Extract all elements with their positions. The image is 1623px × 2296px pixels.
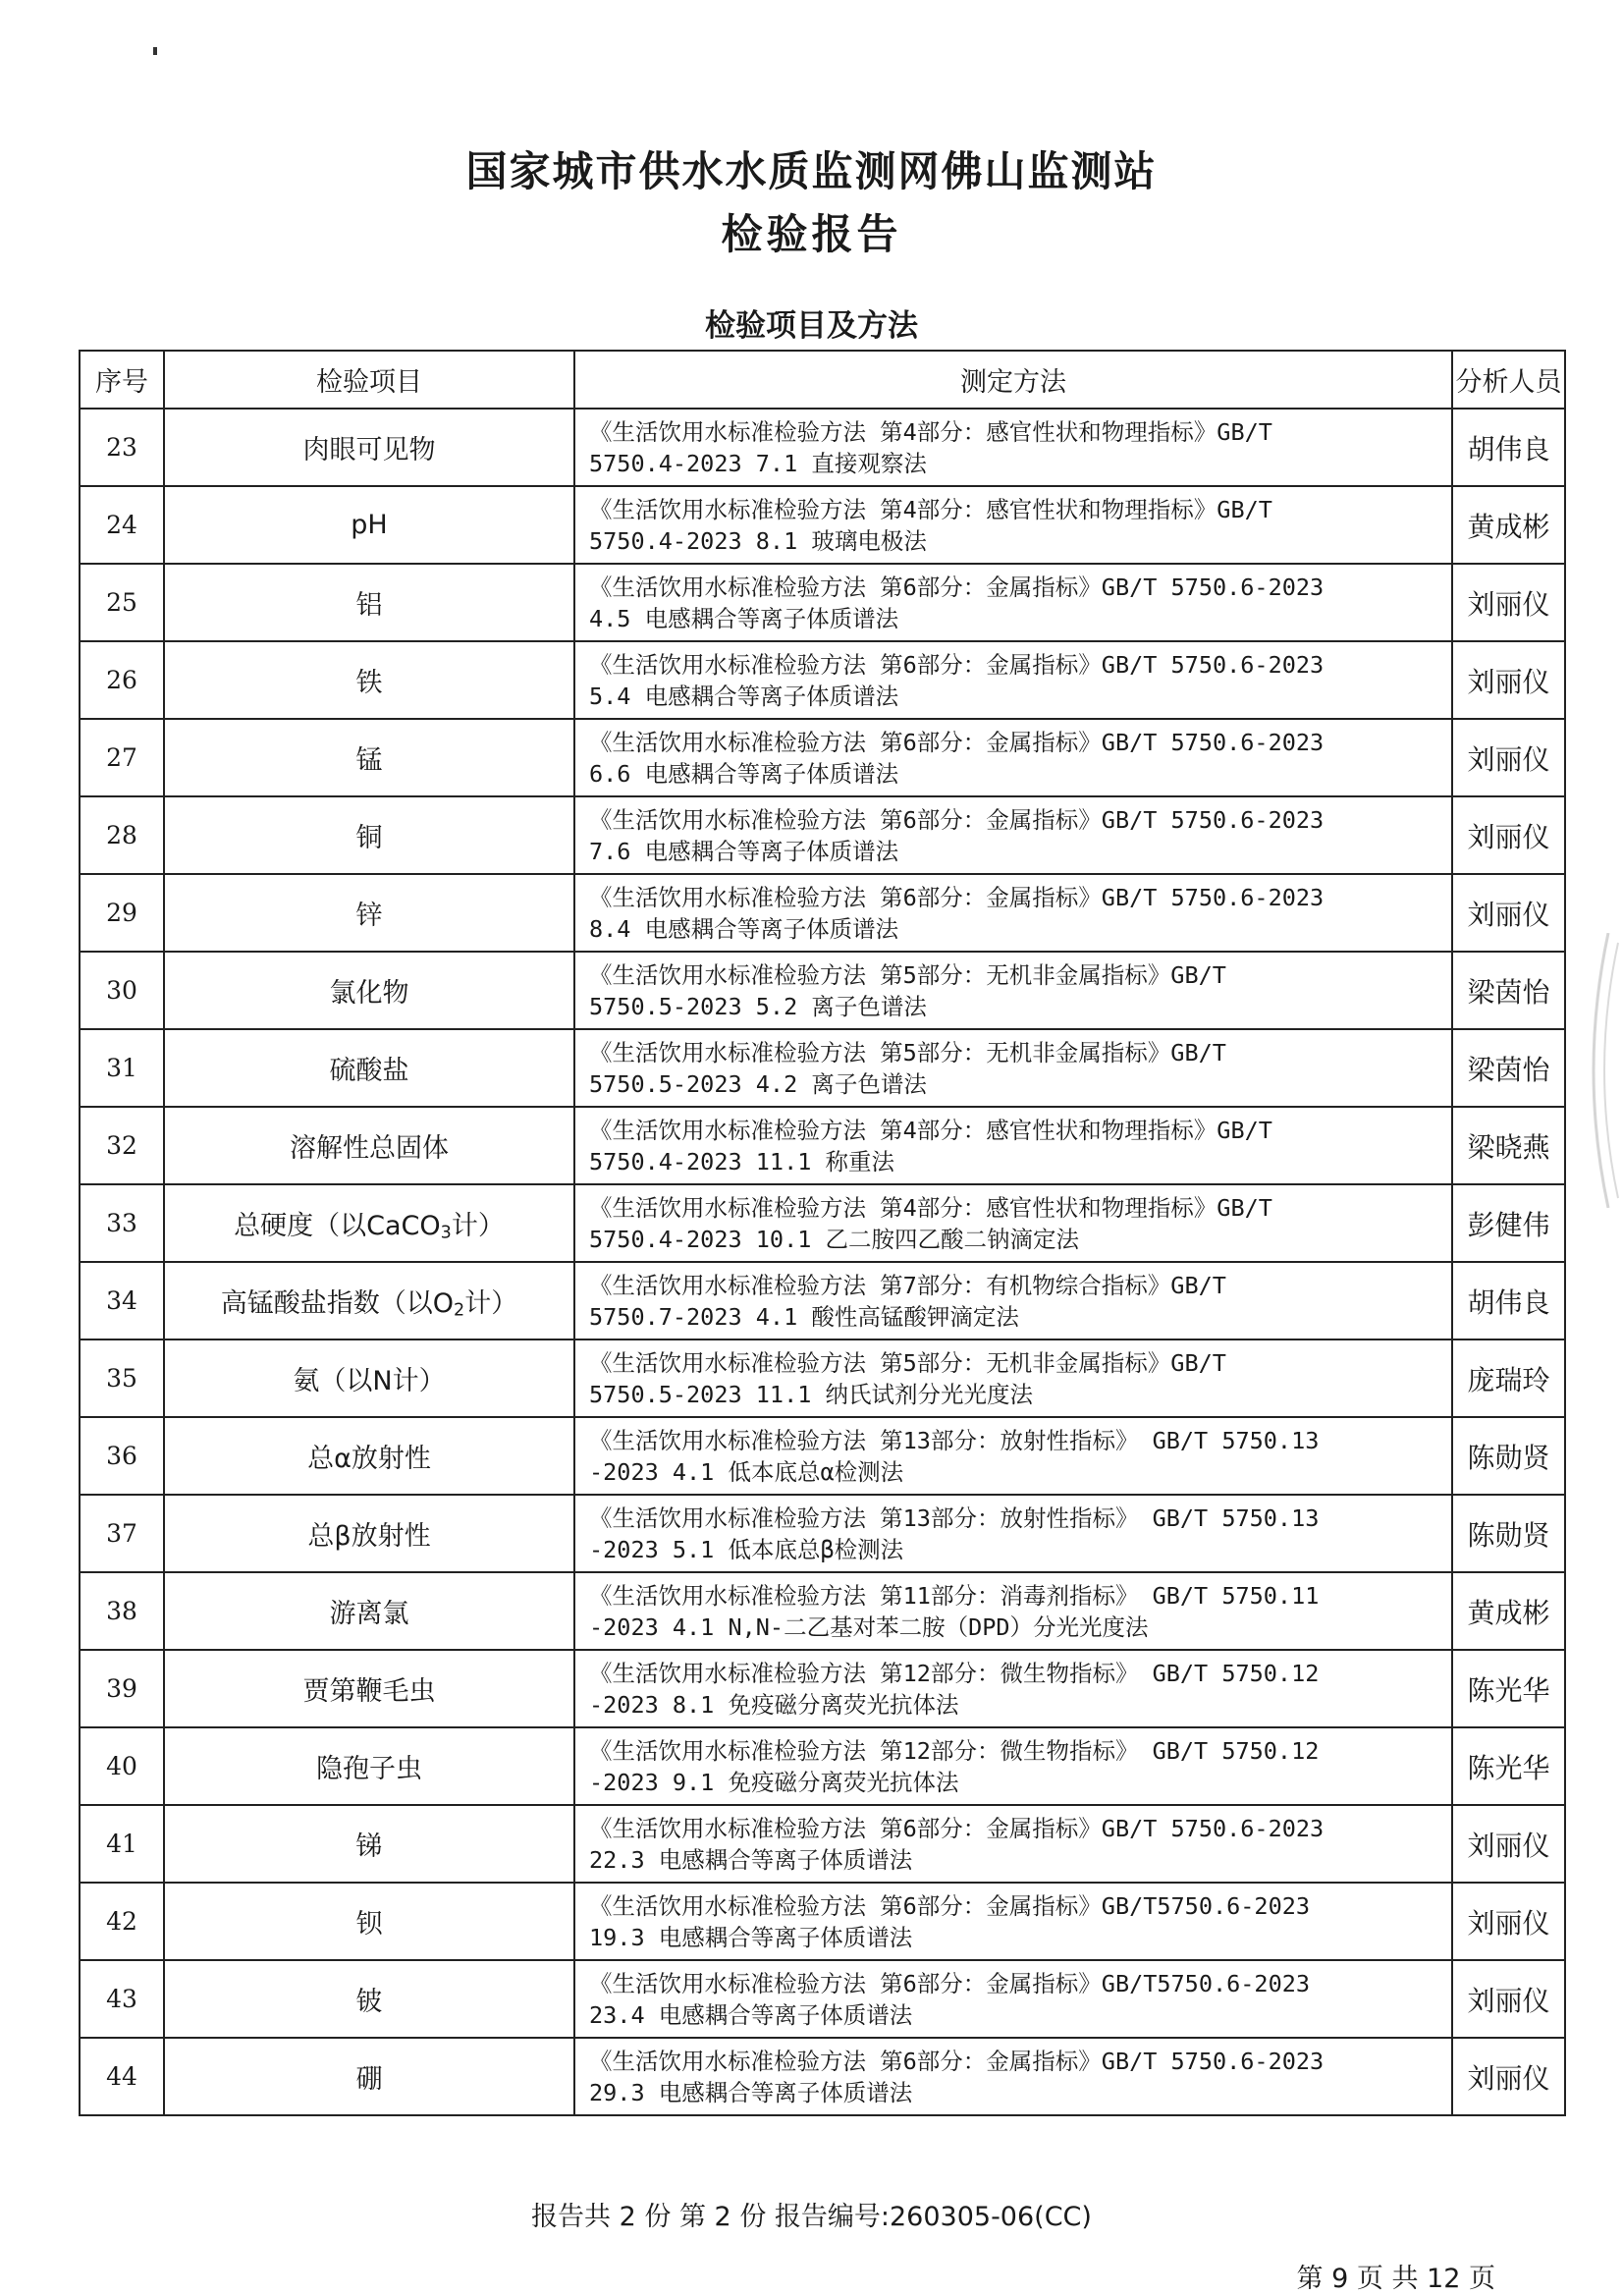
- test-item: 氯化物: [164, 952, 574, 1029]
- test-method: [574, 1184, 1452, 1262]
- method-line: 《生活饮用水标准检验方法 第5部分：无机非金属指标》GB/T: [589, 1038, 1226, 1066]
- test-method: [574, 1495, 1452, 1572]
- method-line: 《生活饮用水标准检验方法 第6部分：金属指标》GB/T 5750.6-2023: [589, 573, 1325, 601]
- method-line: 5750.5-2023 5.2 离子色谱法: [589, 992, 927, 1020]
- test-item: pH: [164, 486, 574, 564]
- test-method: [574, 874, 1452, 952]
- analyst: 梁晓燕: [1452, 1107, 1565, 1184]
- method-line: 《生活饮用水标准检验方法 第6部分：金属指标》GB/T5750.6-2023: [589, 1891, 1311, 1920]
- row-number: 39: [80, 1650, 164, 1727]
- row-number: 36: [80, 1417, 164, 1495]
- table-row: [80, 486, 1565, 564]
- method-line: 《生活饮用水标准检验方法 第11部分：消毒剂指标》 GB/T 5750.11: [589, 1581, 1320, 1610]
- method-line: -2023 9.1 免疫磁分离荧光抗体法: [589, 1768, 959, 1796]
- row-number: 23: [80, 409, 164, 486]
- test-item: 锰: [164, 719, 574, 796]
- row-number: 37: [80, 1495, 164, 1572]
- row-number: 27: [80, 719, 164, 796]
- analyst: 陈勋贤: [1452, 1495, 1565, 1572]
- table-row: [80, 952, 1565, 1029]
- table-row: [80, 1262, 1565, 1339]
- table-row: [80, 1339, 1565, 1417]
- test-item-text: 高锰酸盐指数（以O: [220, 1287, 455, 1319]
- table-row: [80, 874, 1565, 952]
- test-item: 铜: [164, 796, 574, 874]
- row-number: 33: [80, 1184, 164, 1262]
- method-line: 19.3 电感耦合等离子体质谱法: [589, 1923, 913, 1951]
- method-line: 《生活饮用水标准检验方法 第13部分：放射性指标》 GB/T 5750.13: [589, 1426, 1320, 1454]
- method-line: 4.5 电感耦合等离子体质谱法: [589, 604, 899, 632]
- analyst: 胡伟良: [1452, 1262, 1565, 1339]
- test-method: [574, 1883, 1452, 1960]
- test-item: 铍: [164, 1960, 574, 2038]
- method-line: 《生活饮用水标准检验方法 第4部分：感官性状和物理指标》GB/T: [589, 1193, 1272, 1222]
- row-number: 34: [80, 1262, 164, 1339]
- test-method: [574, 952, 1452, 1029]
- test-item: 硼: [164, 2038, 574, 2115]
- method-line: -2023 5.1 低本底总β检测法: [589, 1535, 904, 1563]
- analyst: 陈光华: [1452, 1650, 1565, 1727]
- test-method: [574, 1029, 1452, 1107]
- method-line: 《生活饮用水标准检验方法 第4部分：感官性状和物理指标》GB/T: [589, 495, 1272, 523]
- test-method: [574, 641, 1452, 719]
- test-item: 锌: [164, 874, 574, 952]
- test-item: 锑: [164, 1805, 574, 1883]
- method-line: 《生活饮用水标准检验方法 第5部分：无机非金属指标》GB/T: [589, 960, 1226, 989]
- table-row: [80, 1029, 1565, 1107]
- method-line: 《生活饮用水标准检验方法 第5部分：无机非金属指标》GB/T: [589, 1348, 1226, 1377]
- test-method: [574, 796, 1452, 874]
- method-line: 《生活饮用水标准检验方法 第6部分：金属指标》GB/T 5750.6-2023: [589, 2047, 1325, 2075]
- analyst: 刘丽仪: [1452, 719, 1565, 796]
- col-header-no: 序号: [80, 351, 164, 409]
- method-line: 《生活饮用水标准检验方法 第7部分：有机物综合指标》GB/T: [589, 1271, 1226, 1299]
- row-number: 41: [80, 1805, 164, 1883]
- method-line: 29.3 电感耦合等离子体质谱法: [589, 2078, 913, 2106]
- method-line: 5750.4-2023 11.1 称重法: [589, 1147, 895, 1175]
- table-row: [80, 1495, 1565, 1572]
- test-method: [574, 1727, 1452, 1805]
- col-header-item: 检验项目: [164, 351, 574, 409]
- table-row: [80, 641, 1565, 719]
- table-row: [80, 564, 1565, 641]
- test-method: [574, 1960, 1452, 2038]
- table-row: [80, 1417, 1565, 1495]
- test-item-subscript: 3: [440, 1223, 452, 1243]
- method-line: 5750.5-2023 11.1 纳氏试剂分光光度法: [589, 1380, 1034, 1408]
- method-line: -2023 4.1 低本底总α检测法: [589, 1457, 904, 1486]
- test-method: [574, 486, 1452, 564]
- test-method: [574, 1417, 1452, 1495]
- analyst: 黄成彬: [1452, 486, 1565, 564]
- page-number: 第 9 页 共 12 页: [1296, 2264, 1495, 2294]
- test-item: 贾第鞭毛虫: [164, 1650, 574, 1727]
- table-row: [80, 1572, 1565, 1650]
- test-item: 总α放射性: [164, 1417, 574, 1495]
- analyst: 彭健伟: [1452, 1184, 1565, 1262]
- analyst: 刘丽仪: [1452, 641, 1565, 719]
- test-method: [574, 2038, 1452, 2115]
- method-line: 《生活饮用水标准检验方法 第4部分：感官性状和物理指标》GB/T: [589, 417, 1272, 446]
- table-row: [80, 2038, 1565, 2115]
- row-number: 28: [80, 796, 164, 874]
- report-copies-number: 报告共 2 份 第 2 份 报告编号:260305-06(CC): [531, 2202, 1092, 2232]
- row-number: 31: [80, 1029, 164, 1107]
- row-number: 42: [80, 1883, 164, 1960]
- table-row: [80, 796, 1565, 874]
- row-number: 35: [80, 1339, 164, 1417]
- test-method: [574, 719, 1452, 796]
- test-method: [574, 1339, 1452, 1417]
- test-method: [574, 1650, 1452, 1727]
- method-line: 《生活饮用水标准检验方法 第6部分：金属指标》GB/T5750.6-2023: [589, 1969, 1311, 1997]
- test-item: [164, 1262, 574, 1339]
- row-number: 38: [80, 1572, 164, 1650]
- analyst: 刘丽仪: [1452, 874, 1565, 952]
- table-row: [80, 1805, 1565, 1883]
- table-row: [80, 1960, 1565, 2038]
- test-item-text: 总硬度（以CaCO: [234, 1210, 441, 1241]
- table-header-row: [80, 351, 1565, 409]
- method-line: 《生活饮用水标准检验方法 第12部分：微生物指标》 GB/T 5750.12: [589, 1736, 1320, 1765]
- method-line: 5750.4-2023 8.1 玻璃电极法: [589, 526, 927, 555]
- method-line: 5.4 电感耦合等离子体质谱法: [589, 682, 899, 710]
- method-line: 《生活饮用水标准检验方法 第6部分：金属指标》GB/T 5750.6-2023: [589, 805, 1325, 834]
- method-line: 《生活饮用水标准检验方法 第6部分：金属指标》GB/T 5750.6-2023: [589, 1814, 1325, 1842]
- analyst: 刘丽仪: [1452, 2038, 1565, 2115]
- method-line: -2023 4.1 N,N-二乙基对苯二胺（DPD）分光光度法: [589, 1613, 1149, 1641]
- method-line: 6.6 电感耦合等离子体质谱法: [589, 759, 899, 788]
- test-item: 铝: [164, 564, 574, 641]
- test-item-subscript: 2: [454, 1300, 465, 1321]
- test-item: 隐孢子虫: [164, 1727, 574, 1805]
- test-item: 铁: [164, 641, 574, 719]
- test-item: [164, 1184, 574, 1262]
- row-number: 44: [80, 2038, 164, 2115]
- analyst: 陈勋贤: [1452, 1417, 1565, 1495]
- analyst: 陈光华: [1452, 1727, 1565, 1805]
- row-number: 32: [80, 1107, 164, 1184]
- analyst: 梁茵怡: [1452, 952, 1565, 1029]
- analyst: 胡伟良: [1452, 409, 1565, 486]
- method-line: 5750.7-2023 4.1 酸性高锰酸钾滴定法: [589, 1302, 1019, 1331]
- analyst: 黄成彬: [1452, 1572, 1565, 1650]
- method-line: 《生活饮用水标准检验方法 第6部分：金属指标》GB/T 5750.6-2023: [589, 650, 1325, 679]
- row-number: 25: [80, 564, 164, 641]
- method-line: -2023 8.1 免疫磁分离荧光抗体法: [589, 1690, 959, 1719]
- table-row: [80, 719, 1565, 796]
- test-method: [574, 1572, 1452, 1650]
- method-line: 23.4 电感耦合等离子体质谱法: [589, 2000, 913, 2029]
- method-line: 《生活饮用水标准检验方法 第6部分：金属指标》GB/T 5750.6-2023: [589, 883, 1325, 911]
- org-title: 国家城市供水水质监测网佛山监测站: [465, 147, 1158, 195]
- test-item: 总β放射性: [164, 1495, 574, 1572]
- row-number: 29: [80, 874, 164, 952]
- method-line: 5750.4-2023 7.1 直接观察法: [589, 449, 927, 477]
- analyst: 刘丽仪: [1452, 1883, 1565, 1960]
- test-item: 硫酸盐: [164, 1029, 574, 1107]
- test-item: 游离氯: [164, 1572, 574, 1650]
- analyst: 庞瑞玲: [1452, 1339, 1565, 1417]
- method-line: 5750.4-2023 10.1 乙二胺四乙酸二钠滴定法: [589, 1225, 1080, 1253]
- method-line: 《生活饮用水标准检验方法 第6部分：金属指标》GB/T 5750.6-2023: [589, 728, 1325, 756]
- table-row: [80, 1727, 1565, 1805]
- section-title: 检验项目及方法: [705, 308, 918, 344]
- table-row: [80, 409, 1565, 486]
- method-line: 《生活饮用水标准检验方法 第12部分：微生物指标》 GB/T 5750.12: [589, 1659, 1320, 1687]
- row-number: 24: [80, 486, 164, 564]
- method-line: 22.3 电感耦合等离子体质谱法: [589, 1845, 913, 1874]
- table-row: [80, 1650, 1565, 1727]
- table-row: [80, 1107, 1565, 1184]
- method-line: 《生活饮用水标准检验方法 第13部分：放射性指标》 GB/T 5750.13: [589, 1503, 1320, 1532]
- table-row: [80, 1883, 1565, 1960]
- row-number: 30: [80, 952, 164, 1029]
- row-number: 40: [80, 1727, 164, 1805]
- test-method: [574, 1805, 1452, 1883]
- col-header-method: 测定方法: [574, 351, 1452, 409]
- test-item: 钡: [164, 1883, 574, 1960]
- test-method: [574, 564, 1452, 641]
- test-item-text: 计）: [464, 1287, 518, 1319]
- test-item-text: 计）: [451, 1210, 505, 1241]
- method-line: 8.4 电感耦合等离子体质谱法: [589, 914, 899, 943]
- analyst: 刘丽仪: [1452, 796, 1565, 874]
- analyst: 刘丽仪: [1452, 564, 1565, 641]
- row-number: 26: [80, 641, 164, 719]
- test-item: 肉眼可见物: [164, 409, 574, 486]
- scan-speck: [153, 47, 157, 55]
- seal-stamp-fragment: [1569, 933, 1620, 1208]
- analyst: 刘丽仪: [1452, 1805, 1565, 1883]
- analyst: 梁茵怡: [1452, 1029, 1565, 1107]
- table-row: [80, 1184, 1565, 1262]
- method-line: 《生活饮用水标准检验方法 第4部分：感官性状和物理指标》GB/T: [589, 1116, 1272, 1144]
- test-method: [574, 1107, 1452, 1184]
- test-item: 溶解性总固体: [164, 1107, 574, 1184]
- test-method: [574, 1262, 1452, 1339]
- col-header-analyst: 分析人员: [1452, 351, 1565, 409]
- method-line: 7.6 电感耦合等离子体质谱法: [589, 837, 899, 865]
- test-method: [574, 409, 1452, 486]
- methods-table: [79, 350, 1566, 2116]
- doc-title: 检验报告: [721, 210, 902, 258]
- row-number: 43: [80, 1960, 164, 2038]
- analyst: 刘丽仪: [1452, 1960, 1565, 2038]
- method-line: 5750.5-2023 4.2 离子色谱法: [589, 1069, 927, 1098]
- test-item: 氨（以N计）: [164, 1339, 574, 1417]
